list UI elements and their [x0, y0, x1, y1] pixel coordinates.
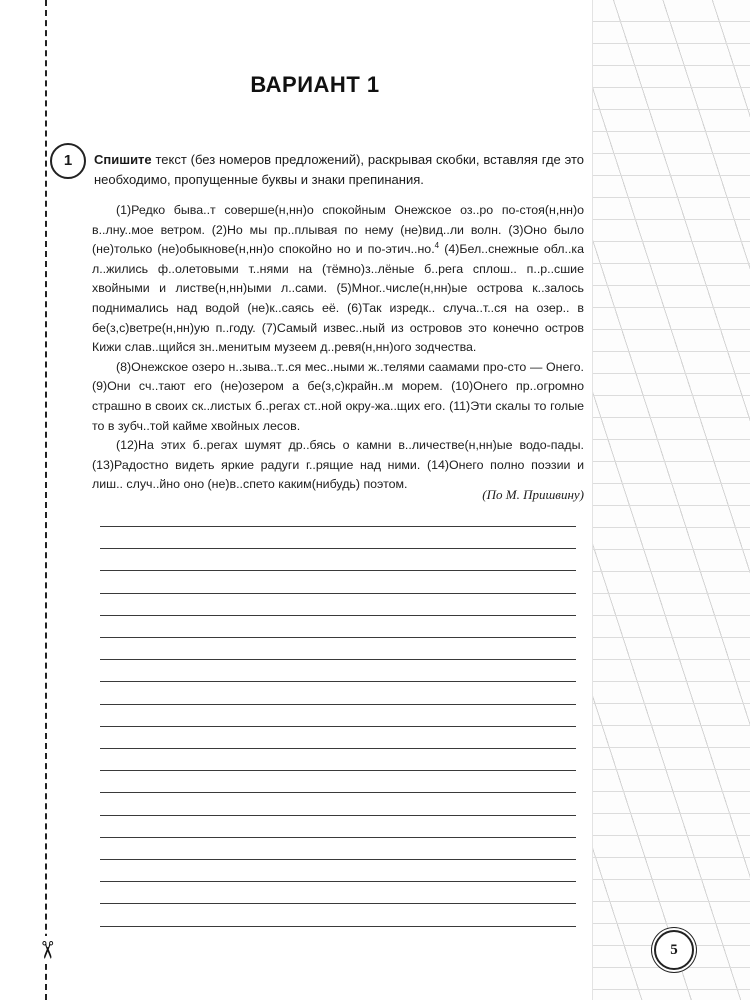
cut-line	[45, 0, 47, 1000]
answer-line[interactable]	[100, 548, 576, 549]
answer-line[interactable]	[100, 637, 576, 638]
instruction-lead: Спишите	[94, 152, 152, 167]
answer-line[interactable]	[100, 837, 576, 838]
text-paragraph-3: (12)На этих б..регах шумят др..бясь о камни в..личестве(н,нн)ые водо-пады. (13)Радостно видеть яркие радуги г..рящие над ними. (14)Онего полно поэзии и лиш.. случ..йно оно (не)в..спето каким(нибудь) поэтом.	[92, 438, 584, 492]
scissors-icon: ✂	[32, 936, 60, 964]
answer-line[interactable]	[100, 615, 576, 616]
author-attribution: (По М. Пришвину)	[482, 487, 584, 502]
instruction-rest: текст (без номеров предложений), раскрывая скобки, вставляя где это необходимо, пропущенные буквы и знаки препинания.	[94, 152, 584, 187]
task-instruction	[94, 150, 584, 190]
answer-line[interactable]	[100, 792, 576, 793]
footnote-mark: 4	[434, 241, 440, 251]
answer-lines[interactable]	[100, 526, 576, 936]
answer-line[interactable]	[100, 681, 576, 682]
answer-line[interactable]	[100, 659, 576, 660]
answer-line[interactable]	[100, 526, 576, 527]
page-number: 5	[654, 930, 694, 970]
variant-title: ВАРИАНТ 1	[250, 72, 380, 97]
dictation-text	[92, 201, 584, 495]
text-paragraph-2: (8)Онежское озеро н..зыва..т..ся мес..ными ж..телями саамами про-сто — Онего. (9)Они сч..тают его (не)озером а бе(з,с)крайн..м морем. (10)Онего пр..огромно страшно в своих ск..листых б..регах ст..ной окру-жа..щих его. (11)Эти скалы то голые то в зубч..той кайме хвойных лесов.	[92, 359, 584, 433]
answer-line[interactable]	[100, 859, 576, 860]
answer-line[interactable]	[100, 881, 576, 882]
answer-line[interactable]	[100, 593, 576, 594]
answer-line[interactable]	[100, 748, 576, 749]
paragraph-1-part-b: (4)Бел..снежные обл..ка л..жились ф..олетовыми т..нями на (тёмно)з..лёные б..рега сплош.. п..р..сшие хвойными и листве(н,нн)ыми л..сами. (5)Мног..числе(н,нн)ые острова к..залось поднимались над водой (не)к..саясь её. (6)Так изредк.. случа..т..ся на озер.. в бе(з,с)ветре(н,нн)ую п..году. (7)Самый извес..ный из островов это конечно остров Кижи слав..щийся зн..менитым музеем д..ревя(н,нн)ого зодчества.	[92, 242, 585, 355]
grid-margin	[592, 0, 750, 1000]
task-number-badge: 1	[50, 143, 86, 179]
answer-line[interactable]	[100, 726, 576, 727]
answer-line[interactable]	[100, 704, 576, 705]
answer-line[interactable]	[100, 815, 576, 816]
answer-line[interactable]	[100, 570, 576, 571]
text-paragraph-1	[92, 201, 584, 358]
answer-line[interactable]	[100, 926, 576, 927]
answer-line[interactable]	[100, 770, 576, 771]
paragraph-1-part-a: (1)Редко быва..т соверше(н,нн)о спокойным Онежское оз..ро по-стоя(н,нн)о в..лну..мое ветром. (2)Но мы пр..плывая по нему (не)вид..ли волн. (3)Оно было (не)только (не)обыкнове(н,нн)о спокойно но и по-этич..но.	[92, 203, 584, 257]
answer-line[interactable]	[100, 903, 576, 904]
